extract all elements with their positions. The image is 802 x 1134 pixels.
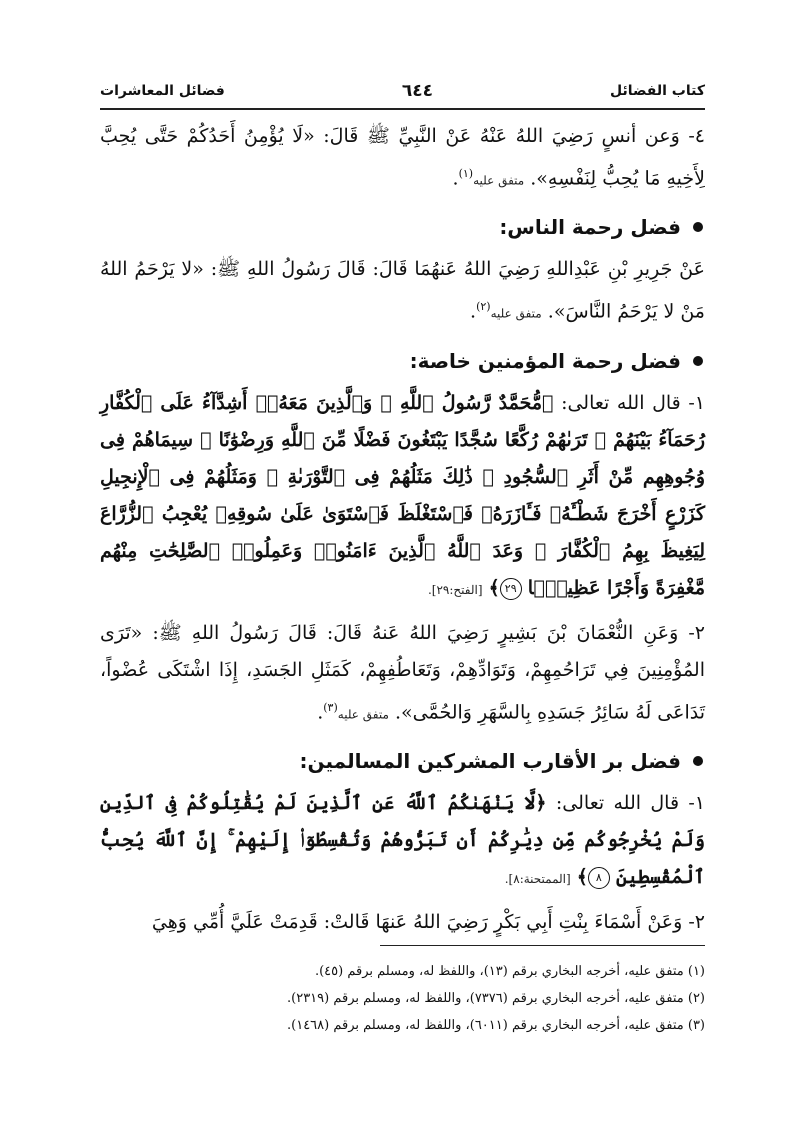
page-number: ٦٤٤ xyxy=(401,81,433,101)
book-title: كتاب الفضائل xyxy=(610,83,705,99)
item-number: ٤- xyxy=(688,125,705,147)
footnotes xyxy=(100,958,705,1039)
footnote-ref: (٢) xyxy=(476,300,491,314)
item-number: ١- xyxy=(688,791,705,814)
footnote-divider xyxy=(380,945,705,946)
hadith-source: متفق عليه xyxy=(337,706,389,721)
heading-text: فضل رحمة الناس: xyxy=(499,215,681,240)
ayah-number-icon: ٢٩ xyxy=(500,578,522,600)
hadith-text: وَعَنْ أَسْمَاءَ بِنْتِ أَبِي بَكْرٍ رَضِيَ اللهُ عَنهَا قَالتْ: قَدِمَتْ عَلَيَّ أُمِّي وَهِيَ xyxy=(151,910,683,933)
verse-close: ﴾ xyxy=(488,576,500,599)
footnote-ref: (٣) xyxy=(323,700,338,714)
chapter-title: فضائل المعاشرات xyxy=(100,83,225,99)
page-header xyxy=(100,78,705,104)
footnote: (٢) متفق عليه، أخرجه البخاري برقم (٧٣٧٦)، واللفظ له، ومسلم برقم (٢٣١٩). xyxy=(287,991,705,1006)
item-number: ٢- xyxy=(688,621,705,644)
hadith-jarir: عَنْ جَرِيرِ بْنِ عَبْدِاللهِ رَضِيَ اللهُ عَنهُمَا قَالَ: قَالَ رَسُولُ اللهِ ﷺ: «لا يَرْحَمُ اللهُ مَنْ لا يَرْحَمُ النَّاسَ». متفق عليه$^{(٢)}$. xyxy=(100,258,705,323)
section-heading xyxy=(100,739,705,783)
verse-fath xyxy=(100,385,705,609)
footnote: (١) متفق عليه، أخرجه البخاري برقم (١٣)، واللفظ له، ومسلم برقم (٤٥). xyxy=(314,964,705,979)
hadith-numan: ٢- وَعَنِ النُّعْمَانَ بْنَ بَشِيرٍ رَضِيَ اللهُ عَنهُ قَالَ: قَالَ رَسُولُ اللهِ ﷺ: «تَرَى المُؤْمِنِينَ فِي تَرَاحُمِهِمْ، وَتَوَادِّهِمْ، وَتَعَاطُفِهِمْ، كَمَثَلِ الجَسَدِ، إِذَا اشْتَكَى عُضْواً، تَدَاعَى لَهُ سَائِرُ جَسَدِهِ بِالسَّهَرِ وَالحُمَّى». متفق عليه$^{(٣)}$. xyxy=(100,621,705,723)
verse-intro: قال الله تعالى: xyxy=(561,391,681,414)
main-content xyxy=(100,118,705,947)
quran-verse: ﴿لَّا يَنْهَىٰكُمُ ٱللَّهُ عَنِ ٱلَّذِينَ لَمْ يُقَٰتِلُوكُمْ فِى ٱلدِّينِ وَلَمْ يُخْرِجُوكُم مِّن دِيَٰرِكُمْ أَن تَبَرُّوهُمْ وَتُقْسِطُوٓا۟ إِلَيْهِمْ ۚ إِنَّ ٱللَّهَ يُحِبُّ ٱلْمُقْسِطِينَ xyxy=(100,791,705,888)
verse-intro: قال الله تعالى: xyxy=(555,791,680,814)
verse-mumtahana xyxy=(100,785,705,898)
hadith-anas: ٤- وَعن أنسٍ رَضِيَ اللهُ عَنْهُ عَنْ النَّبِيِّ ﷺ قَالَ: «لَا يُؤْمِنُ أَحَدُكُمْ حَتَّى يُحِبَّ لِأَخِيهِ مَا يُحِبُّ لِنَفْسِهِ». متفق عليه$^{(١)}$. xyxy=(100,125,705,190)
footnote-ref: (١) xyxy=(458,167,474,180)
hadith-text: عَنْ جَرِيرِ بْنِ عَبْدِاللهِ رَضِيَ اللهُ عَنهُمَا قَالَ: قَالَ رَسُولُ اللهِ ﷺ: «لا يَرْحَمُ اللهُ مَنْ لا يَرْحَمُ النَّاسَ». xyxy=(100,258,705,323)
bullet-icon xyxy=(693,756,703,766)
verse-citation: [الممتحنة:٨]. xyxy=(504,871,571,886)
section-heading xyxy=(100,339,705,383)
hadith-text: وَعن أنسٍ رَضِيَ اللهُ عَنْهُ عَنْ النَّبِيِّ ﷺ قَالَ: «لَا يُؤْمِنُ أَحَدُكُمْ حَتَّى يُحِبَّ لِأَخِيهِ مَا يُحِبُّ لِنَفْسِهِ». xyxy=(100,125,705,190)
item-number: ١- xyxy=(688,391,705,414)
heading-text: فضل رحمة المؤمنين خاصة: xyxy=(409,348,681,373)
bullet-icon xyxy=(693,356,703,366)
verse-close: ﴾ xyxy=(576,865,588,888)
hadith-source: متفق عليه xyxy=(490,306,542,321)
header-divider xyxy=(100,108,705,110)
section-heading xyxy=(100,205,705,249)
heading-text: فضل بر الأقارب المشركين المسالمين: xyxy=(299,748,681,773)
footnote: (٣) متفق عليه، أخرجه البخاري برقم (٦٠١١)، واللفظ له، ومسلم برقم (١٤٦٨). xyxy=(287,1018,705,1033)
verse-citation: [الفتح:٢٩]. xyxy=(427,582,483,597)
bullet-icon xyxy=(693,222,703,232)
hadith-text: وَعَنِ النُّعْمَانَ بْنَ بَشِيرٍ رَضِيَ اللهُ عَنهُ قَالَ: قَالَ رَسُولُ اللهِ ﷺ: «تَرَى المُؤْمِنِينَ فِي تَرَاحُمِهِمْ، وَتَوَادِّهِمْ، وَتَعَاطُفِهِمْ، كَمَثَلِ الجَسَدِ، إِذَا اشْتَكَى عُضْواً، تَدَاعَى لَهُ سَائِرُ جَسَدِهِ بِالسَّهَرِ وَالحُمَّى». xyxy=(100,621,705,723)
quran-verse: ﴿مُّحَمَّدٌ رَّسُولُ ٱللَّهِ ۚ وَٱلَّذِينَ مَعَهُۥٓ أَشِدَّآءُ عَلَى ٱلْكُفَّارِ رُحَمَآءُ بَيْنَهُمْ ۖ تَرَىٰهُمْ رُكَّعًا سُجَّدًا يَبْتَغُونَ فَضْلًا مِّنَ ٱللَّهِ وَرِضْوَٰنًا ۖ سِيمَاهُمْ فِى وُجُوهِهِم مِّنْ أَثَرِ ٱلسُّجُودِ ۚ ذَٰلِكَ مَثَلُهُمْ فِى ٱلتَّوْرَىٰةِ ۚ وَمَثَلُهُمْ فِى ٱلْإِنجِيلِ كَزَرْعٍ أَخْرَجَ شَطْـَٔهُۥ فَـَٔازَرَهُۥ فَٱسْتَغْلَظَ فَٱسْتَوَىٰ عَلَىٰ سُوقِهِۦ يُعْجِبُ ٱلزُّرَّاعَ لِيَغِيظَ بِهِمُ ٱلْكُفَّارَ ۗ وَعَدَ ٱللَّهُ ٱلَّذِينَ ءَامَنُوا۟ وَعَمِلُوا۟ ٱلصَّٰلِحَٰتِ مِنْهُم مَّغْفِرَةً وَأَجْرًا عَظِيمًۢا xyxy=(100,391,705,599)
item-number: ٢- xyxy=(688,910,705,933)
hadith-source: متفق عليه xyxy=(473,173,525,188)
hadith-asma xyxy=(100,904,705,941)
ayah-number-icon: ٨ xyxy=(588,867,610,889)
